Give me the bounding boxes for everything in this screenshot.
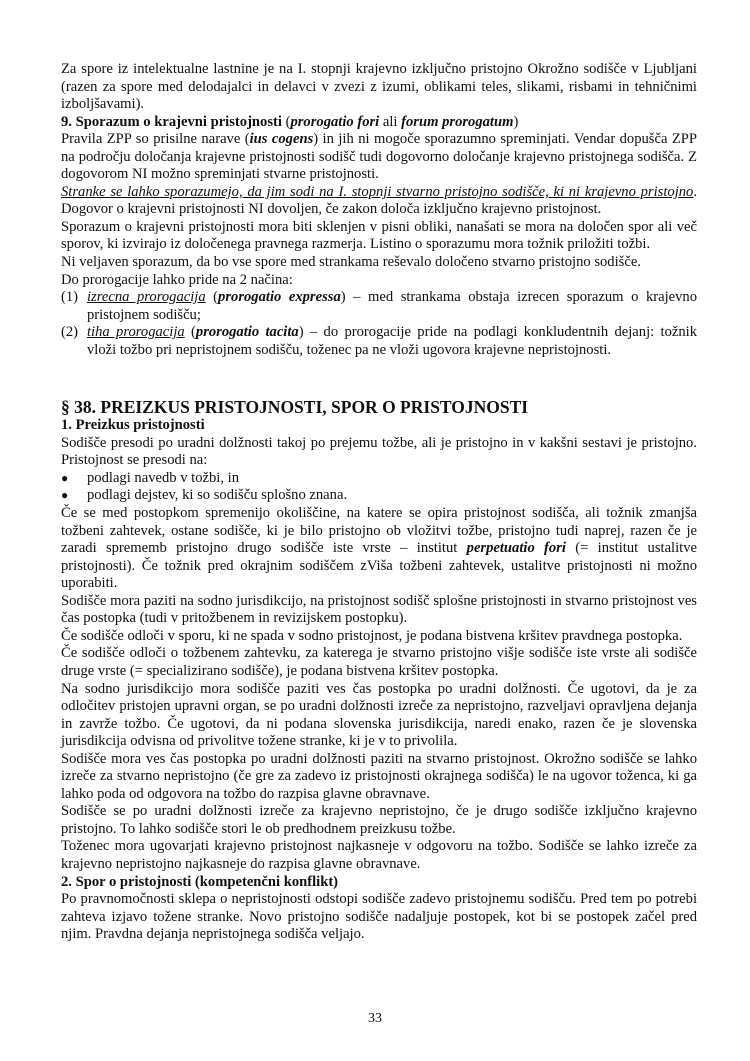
list-marker: (2) xyxy=(61,324,79,341)
prorogation-list xyxy=(61,289,697,359)
text-span: ) in jih ni mogoče sporazumno spreminjati. Vendar dopušča ZPP na področju določanja krajevne pristojnosti sodišč tudi dogovorno določanje krajevno pristojnega sodišča. Z dogovorom NI možno spreminjati stvarne pristojnosti. xyxy=(61,131,698,183)
paragraph-referral: Po pravnomočnosti sklepa o nepristojnosti odstopi sodišče zadevo pristojnemu sodišču. Pred tem po potrebi zahteva izjavo tožene stranke. Novo pristojno sodišče nadaljuje postopek, kot bi se postopek začel pred njim. Pravdna dejanja nepristojnega sodišča veljajo. xyxy=(61,891,697,943)
paragraph-court-decides: Sodišče presodi po uradni dolžnosti takoj po prejemu tožbe, ali je pristojno in v kakšni sestavi je pristojno. Pristojnost se presodi na: xyxy=(61,434,697,469)
latin-term-perpetuatio-fori: perpetuatio fori xyxy=(466,540,566,557)
paragraph-invalid-agreement: Ni veljaven sporazum, da bo vse spore med strankama reševalo določeno stvarno pristojno sodišče. xyxy=(61,254,641,271)
paragraph-zpp-rules xyxy=(61,131,697,184)
paragraph-perpetuatio-fori xyxy=(61,505,697,593)
paragraph-violation-1: Če sodišče odloči v sporu, ki ne spada v sodno pristojnost, je podana bistvena kršitev pravdnega postopka. xyxy=(61,627,683,644)
paragraph-parties-agreement xyxy=(61,184,697,219)
latin-term-express: prorogatio expressa xyxy=(218,289,341,306)
paragraph-written-form: Sporazum o krajevni pristojnosti mora biti sklenjen v pisni obliki, nanašati se mora na določen spor ali več sporov, ki izvirajo iz določenega pravnega razmerja. Listino o sporazumu mora tožnik priložiti tožbi. xyxy=(61,218,697,253)
paragraph-defendant-objection: Toženec mora ugovarjati krajevno pristojnost najkasneje v odgovoru na tožbo. Sodišče se lahko izreče za krajevno nepristojno najkasneje do razpisa glavne obravnave. xyxy=(61,838,697,872)
paragraph-jurisdiction-care: Sodišče mora paziti na sodno jurisdikcijo, na pristojnost sodišč splošne pristojnosti in stvarno pristojnost ves čas postopka (tudi v pritožbenem in revizijskem postopku). xyxy=(61,592,697,627)
text-span: ) – med strankama obstaja izrecen sporazum o krajevno pristojnem sodišču; xyxy=(87,289,698,323)
bullet-icon: ● xyxy=(61,488,69,503)
paragraph-prorogation-ways: Do prorogacije lahko pride na 2 načina: xyxy=(61,271,293,288)
bullet-item xyxy=(61,470,697,488)
term-express: izrecna prorogacija xyxy=(87,289,206,306)
heading-9-paren-close: ) xyxy=(513,113,519,130)
text-span: . Dogovor o krajevni pristojnosti NI dovoljen, če zakon določa izključno krajevno pristojnost. xyxy=(61,183,697,218)
text-span: (= institut ustalitve pristojnosti). Če tožnik pred okrajnim sodiščem zViša tožbeni zahtevek, ustalitve pristojnosti ni možno uporabiti. xyxy=(61,540,697,592)
list-item-tacit-prorogation xyxy=(61,324,697,359)
heading-9-latin-2: forum prorogatum xyxy=(401,113,514,130)
term-tacit: tiha prorogacija xyxy=(87,324,185,341)
bullet-text: podlagi dejstev, ki so sodišču splošno znana. xyxy=(87,487,348,504)
latin-term-tacit: prorogatio tacita xyxy=(195,324,299,341)
document-page xyxy=(61,61,697,944)
heading-9-latin-1: prorogatio fori xyxy=(290,113,380,130)
list-item-express-prorogation xyxy=(61,289,697,324)
paragraph-ip-jurisdiction: Za spore iz intelektualne lastnine je na I. stopnji krajevno izključno pristojno Okrožno sodišče v Ljubljani (razen za spore med delodajalci in delavci v zvezi z izumi, oblikami teles, slikami, risbami in tehničnimi izboljšavami). xyxy=(61,61,697,113)
basis-bullet-list xyxy=(61,470,697,505)
subheading-competence-check: 1. Preizkus pristojnosti xyxy=(61,417,205,434)
section-heading-38: § 38. PREIZKUS PRISTOJNOSTI, SPOR O PRISTOJNOSTI xyxy=(61,397,529,418)
paragraph-judicial-jurisdiction: Na sodno jurisdikcijo mora sodišče paziti ves čas postopka po uradni dolžnosti. Če ugotovi, da je za odločitev pristojen upravni organ, se po uradni dolžnosti izreče za nepristojno, razveljavi opravljena dejanja in zavrže tožbo. Če ugotovi, da ni podana slovenska jurisdikcija, naredi enako, razen če je slovenska jurisdikcija odvisna od privolitve tožene stranke, ki je v to privolila. xyxy=(61,680,697,750)
text-span: ) – do prorogacije pride na podlagi konkludentnih dejanj: tožnik vloži tožbo pri nepristojnem sodišču, toženec pa ne vloži ugovora krajevne nepristojnosti. xyxy=(87,324,697,358)
paragraph-violation-2: Če sodišče odloči o tožbenem zahtevku, za katerega je stvarno pristojno višje sodišče iste vrste ali sodišče druge vrste (= specializirano sodišče), je podana bistvena kršitev postopka. xyxy=(61,645,697,679)
latin-term-ius-cogens: ius cogens xyxy=(249,131,314,148)
text-span: ( xyxy=(184,324,196,341)
text-span: Pravila ZPP so prisilne narave ( xyxy=(61,131,250,148)
paragraph-subject-matter: Sodišče mora ves čas postopka po uradni dolžnosti paziti na stvarno pristojnost. Okrožno sodišče se lahko izreče za stvarno nepristojno (če gre za zadevo iz pristojnosti okrajnega sodišča) le na ugovor toženca, ki ga lahko poda od odgovora na tožbo do razpisa glavne obravnave. xyxy=(61,750,697,802)
text-span: ( xyxy=(205,289,219,306)
heading-9-paren-open: ( xyxy=(281,113,291,130)
list-marker: (1) xyxy=(61,289,79,306)
paragraph-territorial-ex-officio: Sodišče se po uradni dolžnosti izreče za krajevno nepristojno, če je drugo sodišče izključno krajevno pristojno. To lahko sodišče stori le ob predhodnem preizkusu tožbe. xyxy=(61,803,697,837)
subheading-competence-conflict: 2. Spor o pristojnosti (kompetenčni konflikt) xyxy=(61,873,339,890)
heading-9-title: 9. Sporazum o krajevni pristojnosti xyxy=(61,113,282,130)
text-span: Če se med postopkom spremenijo okoliščine, na katere se opira pristojnost sodišča, ali tožnik zmanjša tožbeni zahtevek, ostane sodišče, ki je bilo pristojno ob vložitvi tožbe, pristojno tudi naprej, razen če je zaradi sprememb pristojno drugo sodišče iste vrste – institut xyxy=(61,505,697,557)
underlined-statement: Stranke se lahko sporazumejo, da jim sodi na I. stopnji stvarno pristojno sodišče, ki ni krajevno pristojno xyxy=(61,183,694,200)
heading-9-conj: ali xyxy=(379,113,402,130)
section-heading-9 xyxy=(61,114,697,132)
bullet-icon: ● xyxy=(61,470,69,485)
bullet-text: podlagi navedb v tožbi, in xyxy=(87,469,239,486)
page-number: 33 xyxy=(368,1011,382,1026)
bullet-item xyxy=(61,487,697,505)
